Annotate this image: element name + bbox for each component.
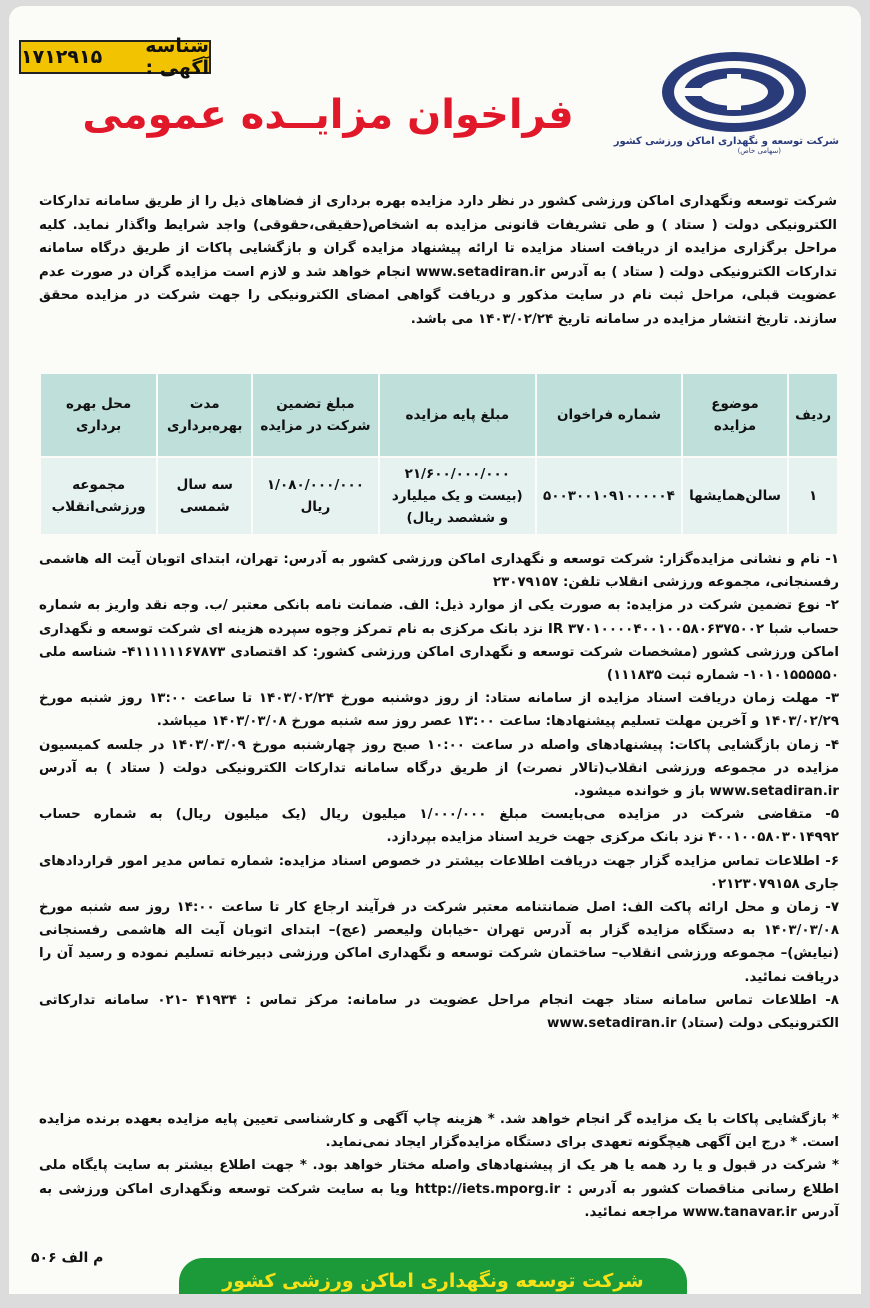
table-header-row — [41, 374, 837, 456]
item-heading: ۸- اطلاعات تماس سامانه ستاد جهت انجام مراحل عضویت در سامانه: — [347, 992, 839, 1008]
page-title: فراخوان مزایــده عمومی — [82, 92, 574, 138]
footer-banner-text: شرکت توسعه ونگهداری اماکن ورزشی کشور — [222, 1270, 644, 1292]
company-logo — [613, 50, 839, 168]
publication-code: م الف ۵۰۶ — [31, 1250, 104, 1266]
cell-row-number: ۱ — [789, 458, 837, 534]
list-item — [39, 548, 839, 594]
note-line: * شرکت در قبول و یا رد همه یا هر یک از پیشنهادهای واصله مختار خواهد بود. * جهت اطلاع بیشتر به سایت پایگاه ملی اطلاع رسانی مناقصات کشور به آدرس : http://iets.mporg.ir ویا به سایت شرکت توسعه ونگهداری اماکن ورزشی به آدرس www.tanavar.ir مراجعه نمائید. — [39, 1158, 839, 1220]
list-item — [39, 734, 839, 804]
item-heading: ۷- زمان و محل ارائه پاکت الف: — [622, 900, 839, 916]
item-text: به صورت یکی از موارد ذیل: الف. ضمانت نامه بانکی معتبر /ب. وجه نقد واریز به شماره حساب شبا IR ۳۷۰۱۰۰۰۰۴۰۰۱۰۰۵۸۰۶۳۷۵۰۰۲ نزد بانک مرکزی به نام تمرکز وجوه سپرده هزینه ای شرکت توسعه و نگهداری اماکن ورزشی کشور (مشخصات شرکت توسعه و نگهداری اماکن ورزشی کشور: کد اقتصادی ۴۱۱۱۱۱۱۶۷۸۷۳- شناسه ملی ۱۰۱۰۱۵۵۵۵۵۰- شماره ثبت ۱۱۱۸۳۵) — [39, 598, 840, 684]
item-heading: ۴- زمان بازگشایی پاکات: — [669, 737, 839, 753]
item-heading: ۵- — [825, 807, 839, 823]
item-heading: ۳- مهلت زمان دریافت اسناد مزایده از سامانه ستاد: — [485, 691, 840, 707]
list-item — [39, 896, 839, 989]
item-text: پیشنهادهای واصله در ساعت ۱۰:۰۰ صبح روز چهارشنبه مورخ ۱۴۰۳/۰۳/۰۹ در جلسه کمیسیون مزایده در مجموعه ورزشی انقلاب(تالار نصرت) از طریق درگاه سامانه تدارکات الکترونیکی دولت ( ستاد ) به آدرس www.setadiran.ir باز و خوانده میشود. — [39, 737, 839, 800]
cell-subject: سالن‌همایشها — [683, 458, 787, 534]
item-heading: ۶- اطلاعات تماس مزایده گزار جهت دریافت اطلاعات بیشتر در خصوص اسناد مزایده: — [278, 853, 839, 869]
header-duration: مدت بهره‌برداری — [158, 374, 251, 456]
header-guarantee: مبلغ تضمین شرکت در مزایده — [253, 374, 377, 456]
item-heading: ۱- نام و نشانی مزایده‌گزار: — [658, 552, 839, 567]
intro-paragraph: شرکت توسعه ونگهداری اماکن ورزشی کشور در نظر دارد مزایده بهره برداری از فضاهای ذیل را از طریق سامانه تدارکات الکترونیکی دولت ( ستاد ) و طی تشریفات قانونی مزایده به اشخاص(حقیقی،حقوقی) واجد شرایط واگذار نماید. کلیه مراحل برگزاری مزایده از دریافت اسناد مزایده تا ارائه پیشنهاد مزایده گران و بازگشایی پاکات از طریق درگاه سامانه تدارکات الکترونیکی دولت ( ستاد ) به آدرس www.setadiran.ir انجام خواهد شد و لازم است مزایده گران در صورت عدم عضویت قبلی، مراحل ثبت نام در سایت مذکور و دریافت گواهی امضای الکترونیکی را جهت شرکت در مزایده محقق سازند. تاریخ انتشار مزایده در سامانه تاریخ ۱۴۰۳/۰۲/۲۴ می باشد. — [39, 194, 837, 327]
list-item — [39, 687, 839, 733]
logo-subtag: (سهامی خاص) — [737, 147, 781, 155]
header-base-price: مبلغ پایه مزایده — [380, 374, 535, 456]
newspaper-ad — [9, 6, 861, 1294]
item-text: شماره تماس مدیر امور قراردادهای جاری ۰۲۱۲۳۰۷۹۱۵۸ — [39, 853, 839, 892]
cell-duration: سه سال شمسی — [158, 458, 251, 534]
logo-emblem-icon — [659, 50, 809, 134]
item-text: اصل ضمانتنامه معتبر شرکت در فرآیند ارجاع کار تا ساعت ۱۴:۰۰ روز سه شنبه مورخ ۱۴۰۳/۰۳/۰۸ به دستگاه مزایده گزار به آدرس تهران -خیابان ولیعصر (عج)– ابتدای اتوبان آیت اله هاشمی رفسنجانی (نیایش)– مجموعه ورزشی انقلاب– ساختمان شرکت توسعه و نگهداری اماکن ورزشی دبیرخانه تسلیم نموده و رسید آن را دریافت نمائید. — [39, 900, 839, 985]
list-item — [39, 850, 839, 896]
list-item — [39, 989, 839, 1035]
item-heading: ۲- نوع تضمین شرکت در مزایده: — [625, 598, 839, 614]
ad-id-value: ۱۷۱۲۹۱۵ — [21, 46, 103, 68]
item-text: از روز دوشنبه مورخ ۱۴۰۳/۰۲/۲۴ تا ساعت ۱۳:۰۰ روز شنبه مورخ ۱۴۰۳/۰۲/۲۹ و آخرین مهلت تسلیم پیشنهادها: ساعت ۱۳:۰۰ عصر روز سه شنبه مورخ ۱۴۰۳/۰۳/۰۸ میباشد. — [39, 691, 839, 730]
ad-id-label: شناسه آگهی : — [145, 35, 209, 79]
ad-id-box — [19, 35, 211, 79]
notes-section — [39, 1108, 839, 1224]
terms-list — [39, 548, 839, 1035]
header-location: محل بهره برداری — [41, 374, 156, 456]
note-line: * بازگشایی پاکات با یک مزایده گر انجام خواهد شد. * هزینه چاپ آگهی و کارشناسی تعیین پایه مزایده بعهده برنده مزایده است. * درج این آگهی هیچگونه تعهدی برای دستگاه مزایده‌گزار ایجاد نمی‌نماید. — [39, 1112, 839, 1151]
header-row-number: ردیف — [789, 374, 837, 456]
item-text: مرکز تماس : ۴۱۹۳۴ -۰۲۱ سامانه تدارکاتی الکترونیکی دولت (ستاد) www.setadiran.ir — [39, 992, 839, 1032]
header-subject: موضوع مزایده — [683, 374, 787, 456]
cell-base-price: ۲۱/۶۰۰/۰۰۰/۰۰۰ (بیست و یک میلیارد و ششصد ریال) — [380, 458, 535, 534]
logo-company-name: شرکت توسعه و نگهداری اماکن ورزشی کشور — [613, 136, 839, 147]
cell-call-number: ۵۰۰۳۰۰۱۰۹۱۰۰۰۰۰۴ — [537, 458, 681, 534]
cell-location: مجموعه ورزشی‌انقلاب — [41, 458, 156, 534]
item-text: متقاضی شرکت در مزایده می‌بایست مبلغ ۱/۰۰۰/۰۰۰ میلیون ریال (یک میلیون ریال) به شماره حساب ۴۰۰۱۰۰۵۸۰۳۰۱۴۹۹۲ نزد بانک مرکزی جهت خرید اسناد مزایده بپردازد. — [39, 807, 839, 846]
list-item — [39, 594, 839, 687]
auction-table — [39, 372, 839, 536]
item-text: شرکت توسعه و نگهداری اماکن ورزشی کشور به آدرس: تهران، ابتدای اتوبان آیت اله هاشمی رفسنجانی، مجموعه ورزشی انقلاب تلفن: ۲۳۰۷۹۱۵۷ — [39, 552, 839, 591]
table-row — [41, 458, 837, 534]
cell-guarantee: ۱/۰۸۰/۰۰۰/۰۰۰ ریال — [253, 458, 377, 534]
footer-banner — [179, 1258, 687, 1294]
header-call-number: شماره فراخوان — [537, 374, 681, 456]
list-item — [39, 803, 839, 849]
